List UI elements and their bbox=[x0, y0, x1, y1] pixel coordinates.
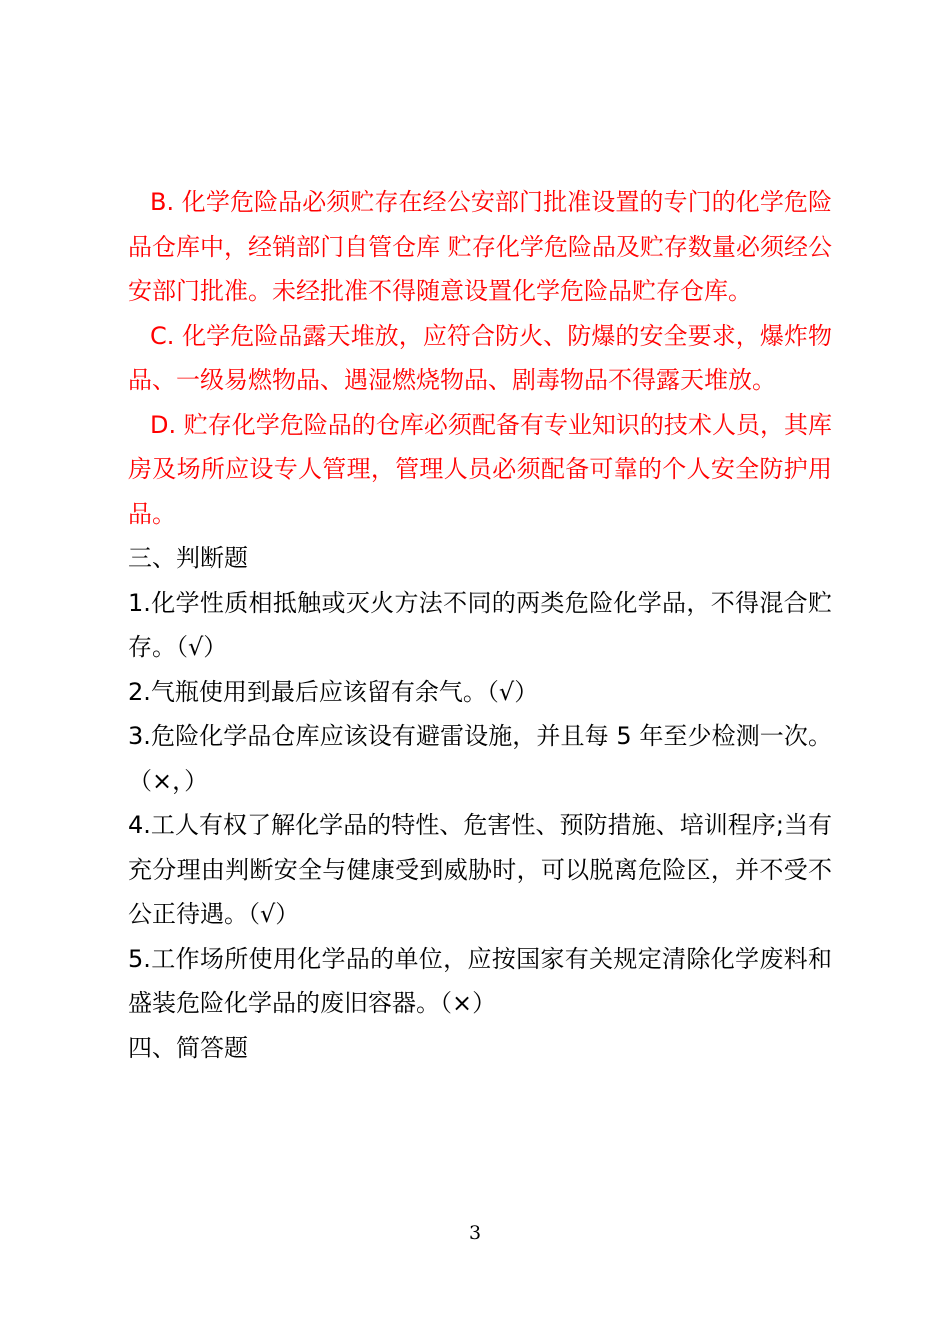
option-b-paragraph: B. 化学危险品必须贮存在经公安部门批准设置的专门的化学危险品仓库中，经销部门自管仓库 贮存化学危险品及贮存数量必须经公安部门批准。未经批准不得随意设置化学危险品贮存仓库。 bbox=[128, 188, 832, 305]
true-false-item-2: 2.气瓶使用到最后应该留有余气。（√） bbox=[128, 677, 539, 706]
true-false-item-5: 5.工作场所使用化学品的单位，应按国家有关规定清除化学废料和盛装危险化学品的废旧容器。（×） bbox=[128, 944, 832, 1017]
section-heading-true-false: 三、判断题 bbox=[128, 544, 248, 572]
page-content bbox=[128, 180, 832, 1070]
true-false-item-4: 4.工人有权了解化学品的特性、危害性、预防措施、培训程序;当有充分理由判断安全与健康受到威胁时，可以脱离危险区，并不受不公正待遇。（√） bbox=[128, 811, 832, 928]
option-c-paragraph: C. 化学危险品露天堆放，应符合防火、防爆的安全要求，爆炸物品、一级易燃物品、遇湿燃烧物品、剧毒物品不得露天堆放。 bbox=[128, 321, 832, 394]
section-heading-short-answer: 四、简答题 bbox=[128, 1033, 248, 1062]
option-d-paragraph: D. 贮存化学危险品的仓库必须配备有专业知识的技术人员，其库房及场所应设专人管理，管理人员必须配备可靠的个人安全防护用品。 bbox=[128, 410, 832, 528]
true-false-item-3: 3.危险化学品仓库应该设有避雷设施，并且每 5 年至少检测一次。（×，） bbox=[128, 722, 832, 795]
true-false-item-1: 1.化学性质相抵触或灭火方法不同的两类危险化学品，不得混合贮存。（√） bbox=[128, 588, 832, 661]
page-number: 3 bbox=[468, 1222, 482, 1244]
